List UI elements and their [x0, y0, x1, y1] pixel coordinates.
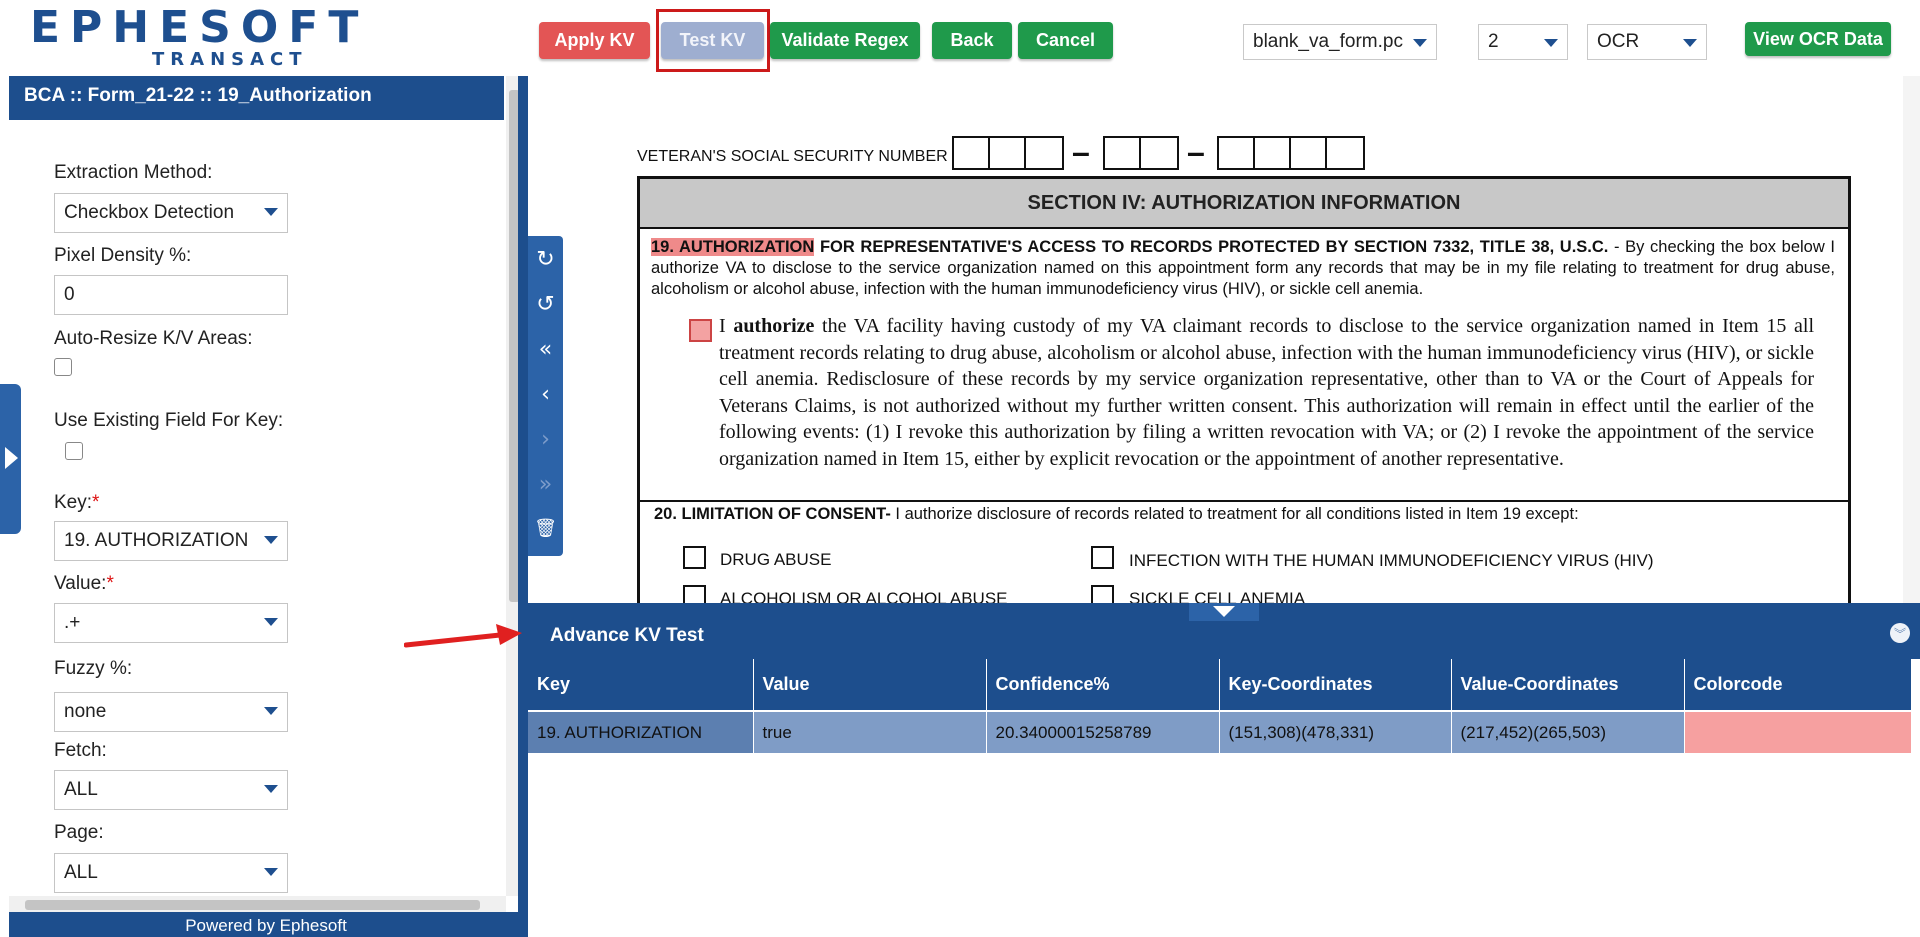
auto-resize-checkbox[interactable]: [54, 358, 72, 376]
authorize-checkbox[interactable]: [689, 319, 712, 342]
ssn-box-group-2: [1103, 136, 1179, 170]
item-19-heading: FOR REPRESENTATIVE'S ACCESS TO RECORDS PROTECTED BY SECTION 7332, TITLE 38, U.S.C.: [814, 238, 1609, 256]
last-page-icon[interactable]: »: [538, 471, 553, 497]
fetch-select-value: ALL: [64, 779, 98, 800]
cancel-button[interactable]: Cancel: [1018, 22, 1113, 59]
alcoholism-label: ALCOHOLISM OR ALCOHOL ABUSE: [720, 589, 1008, 603]
authorize-paragraph: [719, 313, 1814, 472]
key-select-value: 19. AUTHORIZATION: [64, 530, 249, 551]
app-header: [0, 0, 1920, 76]
alcoholism-checkbox[interactable]: [683, 585, 706, 603]
column-header-key-coordinates[interactable]: Key-Coordinates: [1219, 659, 1451, 711]
undo-icon[interactable]: ↺: [536, 291, 555, 317]
value-select[interactable]: [54, 603, 288, 643]
column-header-value[interactable]: Value: [753, 659, 986, 711]
extraction-method-value: Checkbox Detection: [64, 202, 235, 223]
document-vertical-scrollbar[interactable]: [1903, 76, 1920, 603]
sickle-cell-checkbox[interactable]: [1091, 585, 1114, 603]
use-existing-field-checkbox[interactable]: [65, 442, 83, 460]
ssn-dash: –: [1072, 134, 1090, 170]
drug-abuse-label: DRUG ABUSE: [720, 550, 832, 569]
chevron-down-icon: [264, 785, 278, 793]
advance-kv-test-panel: [528, 603, 1920, 937]
powered-by-footer: Powered by Ephesoft: [9, 912, 523, 937]
required-mark: *: [106, 573, 114, 594]
properties-panel: [9, 76, 523, 937]
value-select-value: .+: [64, 612, 81, 633]
required-mark: *: [92, 492, 100, 513]
document-select[interactable]: [1243, 24, 1437, 60]
mode-select-value: OCR: [1597, 31, 1640, 52]
document-viewer: [528, 76, 1920, 603]
chevron-down-icon: [264, 208, 278, 216]
expand-sidebar-tab[interactable]: [0, 384, 21, 534]
chevron-down-icon: [1413, 39, 1427, 47]
item-20-heading: 20. LIMITATION OF CONSENT-: [654, 505, 891, 523]
test-kv-button[interactable]: Test KV: [661, 22, 764, 59]
authorize-bold: authorize: [733, 315, 815, 337]
ssn-label: VETERAN'S SOCIAL SECURITY NUMBER: [637, 148, 948, 165]
sickle-cell-label: SICKLE CELL ANEMIA: [1129, 589, 1306, 603]
extraction-method-select[interactable]: [54, 193, 288, 233]
previous-page-icon[interactable]: ‹: [541, 381, 550, 407]
kv-results-table: [528, 659, 1912, 753]
cell-key-coordinates: (151,308)(478,331): [1219, 711, 1451, 753]
apply-kv-button[interactable]: Apply KV: [539, 22, 650, 59]
trash-icon[interactable]: 🗑: [534, 517, 557, 539]
hiv-label: INFECTION WITH THE HUMAN IMMUNODEFICIENCY VIRUS (HIV): [1129, 551, 1654, 570]
item-20-paragraph: [654, 505, 1579, 524]
chevron-down-icon: [1544, 39, 1558, 47]
page-select-value: 2: [1488, 31, 1499, 52]
pixel-density-label: Pixel Density %:: [54, 245, 192, 266]
hiv-checkbox[interactable]: [1091, 546, 1114, 569]
scrollbar-thumb[interactable]: [25, 900, 480, 910]
ephesoft-logo: [30, 2, 369, 70]
view-ocr-data-button[interactable]: View OCR Data: [1745, 22, 1891, 56]
fuzzy-select-value: none: [64, 701, 107, 722]
item-19-highlight: 19. AUTHORIZATION: [651, 238, 815, 256]
annotation-arrow: [404, 623, 524, 653]
test-kv-highlight-frame: [656, 9, 770, 72]
column-header-key[interactable]: Key: [528, 659, 753, 711]
cell-value-coordinates: (217,452)(265,503): [1451, 711, 1684, 753]
panel-title: BCA :: Form_21-22 :: 19_Authorization: [9, 76, 504, 120]
validate-regex-button[interactable]: Validate Regex: [770, 22, 920, 59]
chevron-down-icon: [1683, 39, 1697, 47]
table-header-row: [528, 659, 1911, 711]
cell-confidence: 20.34000015258789: [986, 711, 1219, 753]
ssn-box-group-3: [1217, 136, 1365, 170]
chevron-down-icon: [264, 536, 278, 544]
column-header-confidence[interactable]: Confidence%: [986, 659, 1219, 711]
logo-main-text: EPHESOFT: [30, 2, 369, 53]
item-19-paragraph: [651, 237, 1835, 300]
fetch-select[interactable]: [54, 770, 288, 810]
cell-colorcode-swatch: [1684, 711, 1911, 753]
key-select[interactable]: [54, 521, 288, 561]
page-label: Page:: [54, 822, 104, 843]
page-select[interactable]: [1478, 24, 1568, 60]
collapse-double-chevron-icon[interactable]: ︾: [1890, 623, 1910, 643]
value-label-text: Value:: [54, 573, 107, 594]
chevron-down-icon: [264, 618, 278, 626]
drug-abuse-checkbox[interactable]: [683, 546, 706, 569]
next-page-icon[interactable]: ›: [541, 426, 550, 452]
column-header-colorcode[interactable]: Colorcode: [1684, 659, 1911, 711]
fuzzy-label: Fuzzy %:: [54, 658, 133, 679]
redo-icon[interactable]: ↻: [536, 246, 555, 272]
authorize-text: the VA facility having custody of my VA claimant records to disclose to the service organization named in Item 15 all treatment records relating to drug abuse, alcoholism or alcohol abuse, infection with the human immunodeficiency virus (HIV), or sickle cell anemia. Redisclosure of these records by my service organization representative, other than to VA or the Court of Appeals for Veterans Claims, is not authorized without my further written consent. This authorization will remain in effect until the earlier of the following events: (1) I revoke this authorization by filing a written revocation with VA; or (2) I revoke the appointment of the service organization named in Item 15, either by explicit revocation or the appointment of another representative.: [719, 315, 1814, 470]
back-button[interactable]: Back: [932, 22, 1012, 59]
document-select-value: blank_va_form.pc: [1253, 31, 1403, 52]
kv-test-header: [528, 603, 1920, 659]
chevron-down-icon: [264, 707, 278, 715]
cell-key: 19. AUTHORIZATION: [528, 711, 753, 753]
ssn-box-group-1: [952, 136, 1064, 170]
value-label: [54, 573, 114, 595]
key-label-text: Key:: [54, 492, 93, 513]
column-header-value-coordinates[interactable]: Value-Coordinates: [1451, 659, 1684, 711]
page-filter-select[interactable]: [54, 853, 288, 893]
chevron-right-icon: [5, 447, 18, 469]
auto-resize-label: Auto-Resize K/V Areas:: [54, 328, 253, 349]
form-section-iv: [637, 176, 1851, 603]
authorize-prefix: I: [719, 315, 734, 337]
panel-horizontal-scrollbar[interactable]: [9, 896, 506, 913]
use-existing-field-label: Use Existing Field For Key:: [54, 410, 284, 431]
item-20-text: I authorize disclosure of records related to treatment for all conditions listed in Item 19 except:: [890, 505, 1579, 523]
document-toolbar: [528, 236, 563, 556]
pixel-density-input[interactable]: 0: [54, 275, 288, 315]
fetch-label: Fetch:: [54, 740, 107, 761]
chevron-down-icon[interactable]: [1213, 606, 1235, 617]
panel-divider: [518, 76, 528, 937]
key-label: [54, 492, 99, 514]
logo-sub-text: TRANSACT: [152, 49, 308, 70]
page-filter-value: ALL: [64, 862, 98, 883]
divider: [640, 500, 1848, 502]
first-page-icon[interactable]: «: [538, 336, 553, 362]
cell-value: true: [753, 711, 986, 753]
ssn-dash: –: [1187, 134, 1205, 170]
section-title: SECTION IV: AUTHORIZATION INFORMATION: [640, 179, 1848, 229]
mode-select[interactable]: [1587, 24, 1707, 60]
table-row[interactable]: [528, 711, 1911, 753]
kv-test-title: Advance KV Test: [550, 625, 704, 646]
item-19-text: - By checking the box below I authorize VA to disclose to the service organization named on this appointment form any records that may be in my file relating to treatment for drug abuse, alcoholism or alcohol abuse, infection with the human immunodeficiency virus (HIV), or sickle cell anemia.: [651, 238, 1835, 298]
chevron-down-icon: [264, 868, 278, 876]
extraction-method-label: Extraction Method:: [54, 162, 213, 183]
fuzzy-select[interactable]: [54, 692, 288, 732]
